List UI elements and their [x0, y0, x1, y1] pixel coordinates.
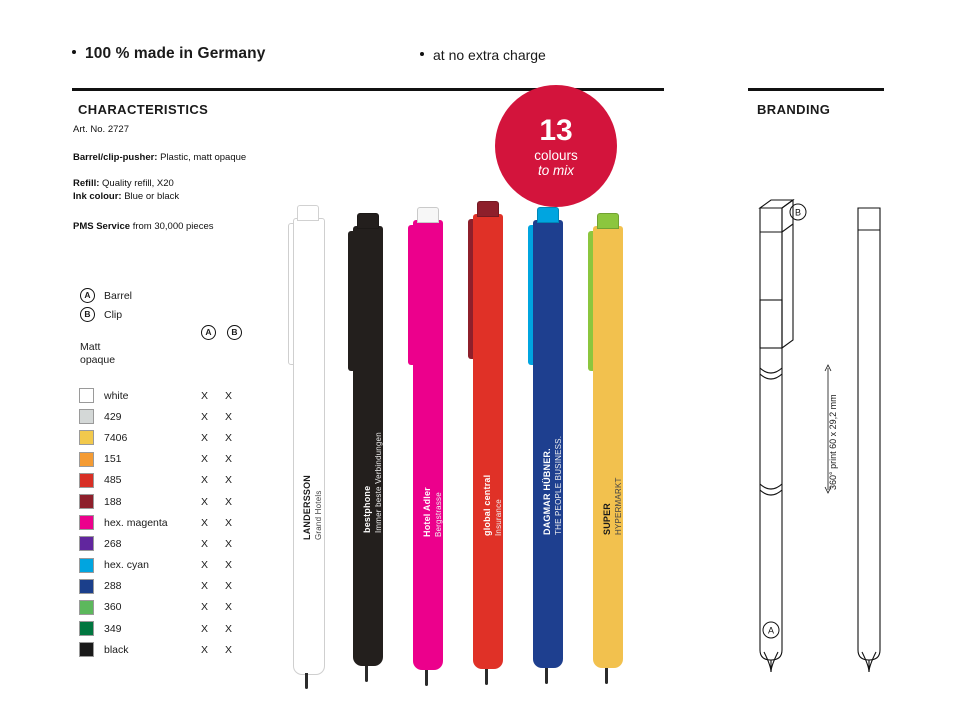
legend-row-barrel [80, 286, 132, 305]
pen-print-sub: Grand Hotels [314, 490, 323, 540]
bullet-no-extra-charge [420, 47, 546, 63]
colour-available-barrel: X [201, 495, 209, 508]
colour-available-barrel: X [201, 601, 209, 614]
colour-available-barrel: X [201, 453, 209, 466]
barrel-label: Barrel/clip-pusher: [73, 152, 158, 163]
pen-print-main: Hotel Adler [422, 487, 432, 537]
colour-name: 429 [104, 410, 122, 423]
colour-row [79, 470, 259, 491]
barrel-line [73, 152, 246, 164]
matt-opaque-label [80, 341, 115, 367]
colour-available-barrel: X [201, 516, 209, 529]
colour-table-column-headers [201, 325, 242, 340]
colour-swatch [79, 452, 94, 467]
pen-yellow-pen [588, 213, 628, 675]
colour-name: 360 [104, 601, 122, 614]
bullet-dot-icon [72, 50, 76, 54]
colour-row [79, 449, 259, 470]
bullet-dot-icon [420, 52, 424, 56]
section-title-branding: BRANDING [757, 102, 831, 117]
pen-magenta-pen [408, 207, 448, 677]
colour-row [79, 533, 259, 554]
colour-swatch [79, 409, 94, 424]
branding-svg [740, 190, 940, 680]
refill-line [73, 178, 174, 190]
pen-print-main: DAGMAR HÜBNER. [542, 448, 552, 535]
colour-swatch [79, 430, 94, 445]
bullet-label: 100 % made in Germany [85, 45, 266, 62]
colour-available-clip: X [225, 580, 233, 593]
pen-print-main: SUPER [602, 502, 612, 535]
colour-available-barrel: X [201, 643, 209, 656]
colour-available-barrel: X [201, 389, 209, 402]
pen-gallery [280, 195, 680, 675]
section-title-characteristics: CHARACTERISTICS [78, 102, 209, 117]
colour-swatch [79, 642, 94, 657]
colour-name: 485 [104, 474, 122, 487]
colour-name: 349 [104, 622, 122, 635]
pen-pusher [477, 201, 499, 217]
colour-name: white [104, 389, 129, 402]
column-header-b: B [227, 325, 242, 340]
pen-pusher [417, 207, 439, 223]
badge-line-1: colours [534, 147, 578, 163]
pen-print-main: bestphone [362, 485, 372, 533]
pen-print-main: LANDERSSON [302, 474, 312, 540]
matt-line-2: opaque [80, 354, 116, 366]
colour-swatch [79, 388, 94, 403]
refill-value: Quality refill, X20 [102, 178, 174, 189]
pen-pusher [297, 205, 319, 221]
matt-line-1: Matt [80, 341, 101, 353]
column-header-a: A [201, 325, 216, 340]
marker-a-icon: A [80, 288, 95, 303]
colour-available-clip: X [225, 559, 233, 572]
pen-barrel [593, 226, 623, 668]
pen-tip [425, 670, 428, 686]
pen-tip [545, 668, 548, 684]
pms-line [73, 221, 213, 233]
pen-red-pen [468, 201, 508, 676]
pms-value: from 30,000 pieces [132, 221, 214, 232]
colour-swatch [79, 473, 94, 488]
colour-available-clip: X [225, 622, 233, 635]
pen-tip [305, 673, 308, 689]
art-no-label: Art. No. [73, 124, 106, 135]
pen-white-pen [288, 205, 328, 680]
pen-pusher [357, 213, 379, 229]
colours-badge [495, 85, 617, 207]
colour-swatch [79, 494, 94, 509]
colour-table [79, 385, 259, 660]
pen-tip [485, 669, 488, 685]
colour-available-barrel: X [201, 431, 209, 444]
marker-b-icon: B [80, 307, 95, 322]
colour-swatch [79, 621, 94, 636]
colour-row [79, 576, 259, 597]
colour-available-barrel: X [201, 559, 209, 572]
pms-label: PMS Service [73, 221, 131, 232]
colour-row [79, 597, 259, 618]
colour-available-clip: X [225, 431, 233, 444]
colour-available-clip: X [225, 601, 233, 614]
colour-row [79, 555, 259, 576]
part-legend [80, 286, 132, 324]
colour-swatch [79, 558, 94, 573]
art-no-value: 2727 [107, 124, 129, 135]
pen-tip [365, 666, 368, 682]
colour-row [79, 512, 259, 533]
colour-name: hex. cyan [104, 559, 149, 572]
branding-drawings [740, 190, 940, 680]
colour-row [79, 427, 259, 448]
colour-available-barrel: X [201, 410, 209, 423]
svg-text:B: B [794, 207, 802, 218]
colour-row [79, 639, 259, 660]
refill-label: Refill: [73, 178, 100, 189]
bullet-label: at no extra charge [433, 47, 546, 63]
colour-swatch [79, 536, 94, 551]
pen-print-sub: Insurance [494, 499, 503, 536]
colour-swatch [79, 600, 94, 615]
colour-name: 188 [104, 495, 122, 508]
pen-print-sub: HYPERMARKT [614, 477, 623, 535]
colour-name: 288 [104, 580, 122, 593]
colour-available-clip: X [225, 495, 233, 508]
colour-available-clip: X [225, 389, 233, 402]
divider-right [748, 88, 884, 91]
pen-print-sub: Bergstrasse [434, 492, 443, 537]
colour-available-clip: X [225, 516, 233, 529]
barrel-value: Plastic, matt opaque [160, 152, 247, 163]
colour-available-barrel: X [201, 537, 209, 550]
colour-swatch [79, 579, 94, 594]
colour-available-clip: X [225, 453, 233, 466]
pen-barrel [413, 220, 443, 670]
legend-row-clip [80, 305, 132, 324]
colour-available-clip: X [225, 643, 233, 656]
branding-print-note: 360° print 60 x 29,2 mm [828, 394, 838, 490]
ink-line [73, 191, 179, 203]
colour-available-clip: X [225, 410, 233, 423]
colour-swatch [79, 515, 94, 530]
colour-available-barrel: X [201, 474, 209, 487]
colour-available-barrel: X [201, 622, 209, 635]
pen-pusher [597, 213, 619, 229]
colour-name: hex. magenta [104, 516, 168, 529]
colour-name: 268 [104, 537, 122, 550]
colour-available-clip: X [225, 474, 233, 487]
art-no-line [73, 124, 129, 136]
ink-value: Blue or black [124, 191, 180, 202]
pen-print-main: global central [482, 474, 492, 536]
colour-row [79, 385, 259, 406]
pen-pusher [537, 207, 559, 223]
colour-row [79, 618, 259, 639]
legend-label-barrel: Barrel [104, 289, 133, 302]
bullet-made-in-germany [72, 45, 265, 63]
colour-available-barrel: X [201, 580, 209, 593]
colour-name: black [104, 643, 129, 656]
pen-print-sub: THE PEOPLE BUSINESS. [554, 435, 563, 535]
badge-number: 13 [539, 113, 573, 147]
legend-label-clip: Clip [104, 308, 123, 321]
colour-name: 7406 [104, 431, 128, 444]
badge-line-2: to mix [537, 162, 574, 178]
colour-row [79, 406, 259, 427]
colour-row [79, 491, 259, 512]
colour-available-clip: X [225, 537, 233, 550]
pen-black-pen [348, 213, 388, 673]
pen-tip [605, 668, 608, 684]
ink-label: Ink colour: [73, 191, 122, 202]
pen-barrel [293, 218, 325, 675]
pen-print-sub: Immer beste Verbindungen [374, 432, 383, 533]
svg-text:A: A [767, 625, 775, 636]
pen-blue-pen [528, 207, 568, 675]
top-bullets [72, 45, 892, 71]
pen-barrel [473, 214, 503, 669]
colour-name: 151 [104, 453, 122, 466]
